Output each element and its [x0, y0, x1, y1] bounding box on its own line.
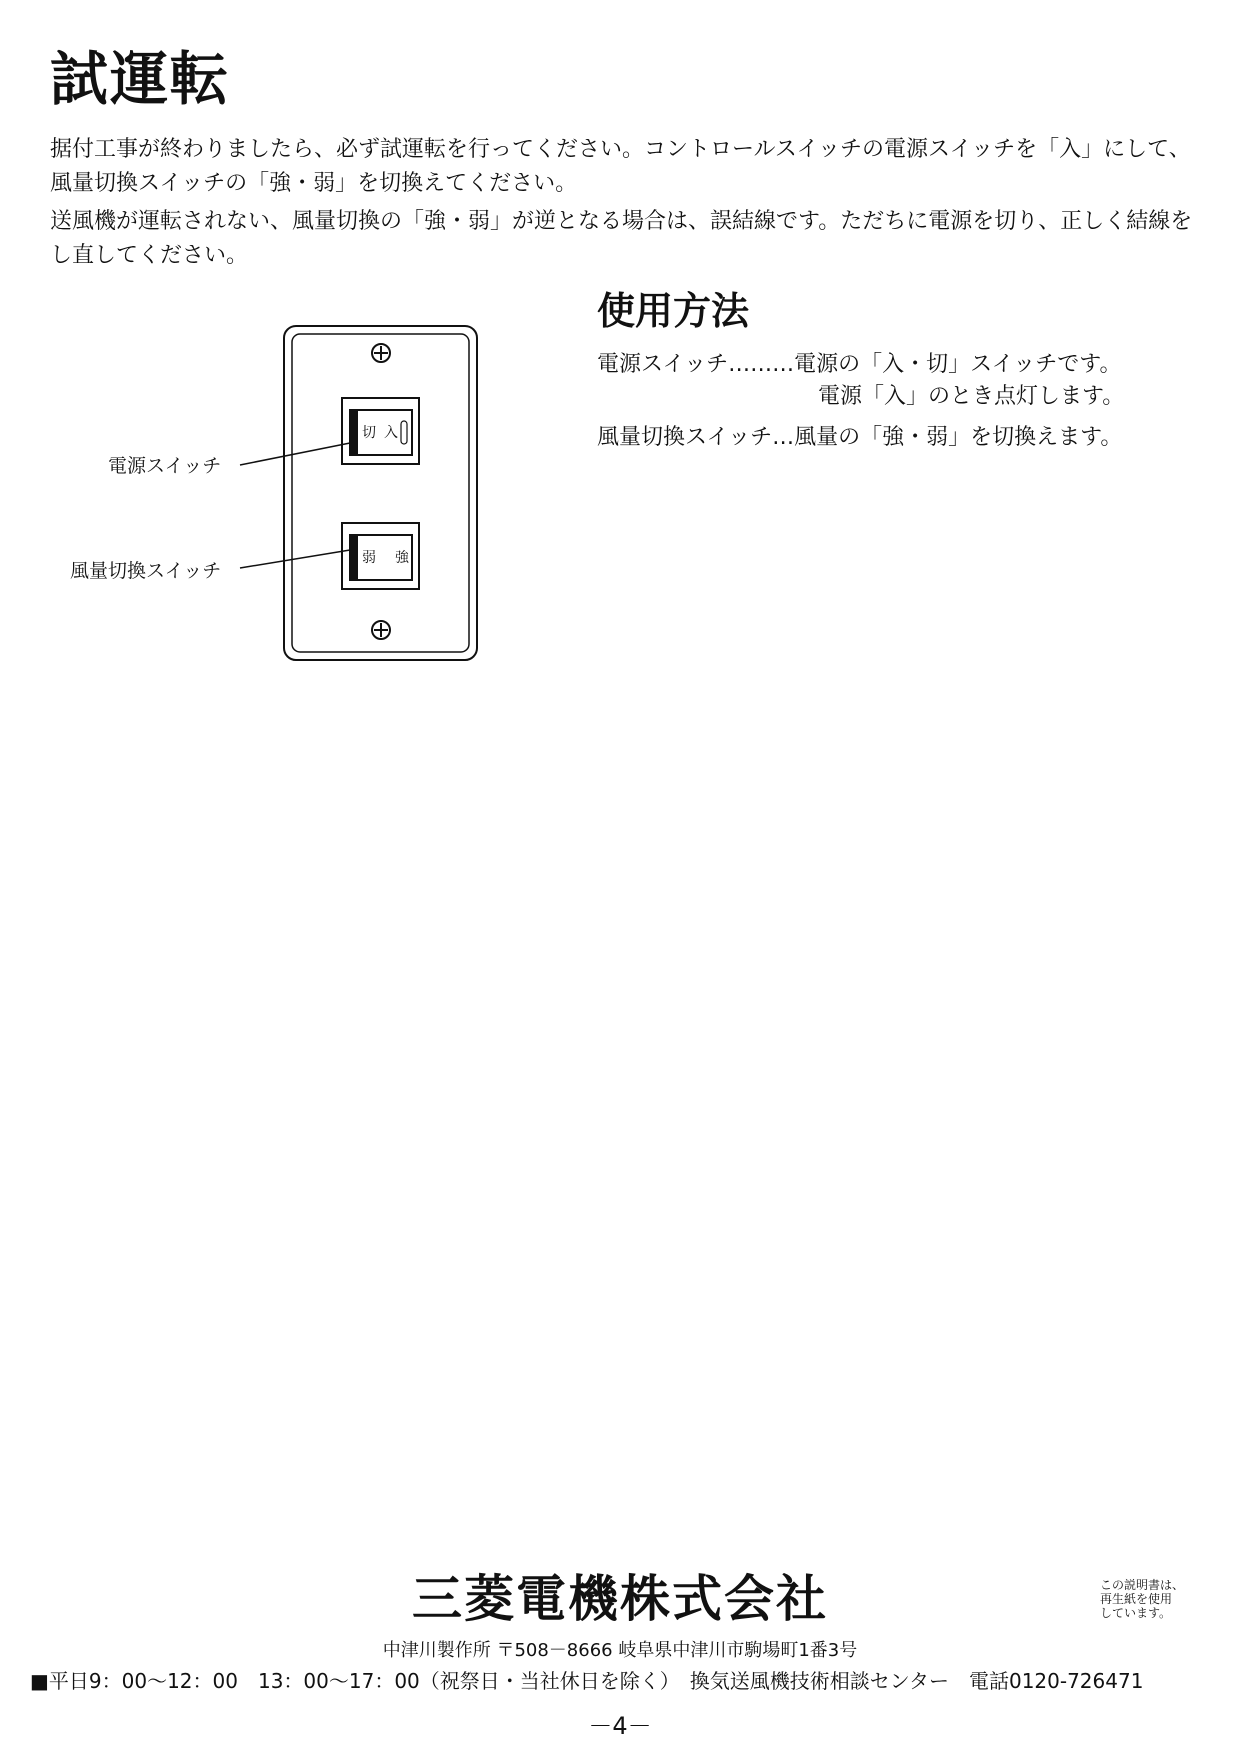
usage-title: 使用方法: [597, 289, 750, 333]
page-number: －4－: [588, 1712, 652, 1740]
support-hours: ■平日9：00～12：00 13：00～17：00（祝祭日・当社休日を除く） 換気送風機技術相談センター 電話0120-726471: [30, 1669, 1144, 1693]
power-switch-callout: 電源スイッチ: [108, 455, 222, 477]
miswiring-warning: 送風機が運転されない、風量切換の「強・弱」が逆となる場合は、誤結線です。ただちに電源を切り、正しく結線をし直してください。: [50, 209, 1193, 268]
wind-switch-callout: 風量切換スイッチ: [70, 560, 222, 582]
company-name: 三菱電機株式会社: [412, 1570, 828, 1628]
factory-address: 中津川製作所 〒508－8666 岐阜県中津川市駒場町1番3号: [382, 1640, 858, 1661]
usage-power-lamp-line: 電源「入」のとき点灯します。: [818, 384, 1125, 409]
section-title: 試運転: [50, 45, 231, 113]
power-off-label: 切: [362, 425, 376, 441]
power-on-label: 入: [384, 425, 398, 441]
wind-strong-label: 強: [395, 550, 409, 566]
usage-wind-line: 風量切換スイッチ…風量の「強・弱」を切換えます。: [597, 425, 1123, 450]
usage-power-line: 電源スイッチ………電源の「入・切」スイッチです。: [597, 352, 1122, 377]
recycled-paper-note: この説明書は、 再生紙を使用 しています。: [1100, 1578, 1185, 1620]
wind-weak-label: 弱: [362, 550, 376, 566]
test-run-instruction: 据付工事が終わりましたら、必ず試運転を行ってください。コントロールスイッチの電源スイッチを「入」にして、風量切換スイッチの「強・弱」を切換えてください。: [50, 137, 1191, 196]
